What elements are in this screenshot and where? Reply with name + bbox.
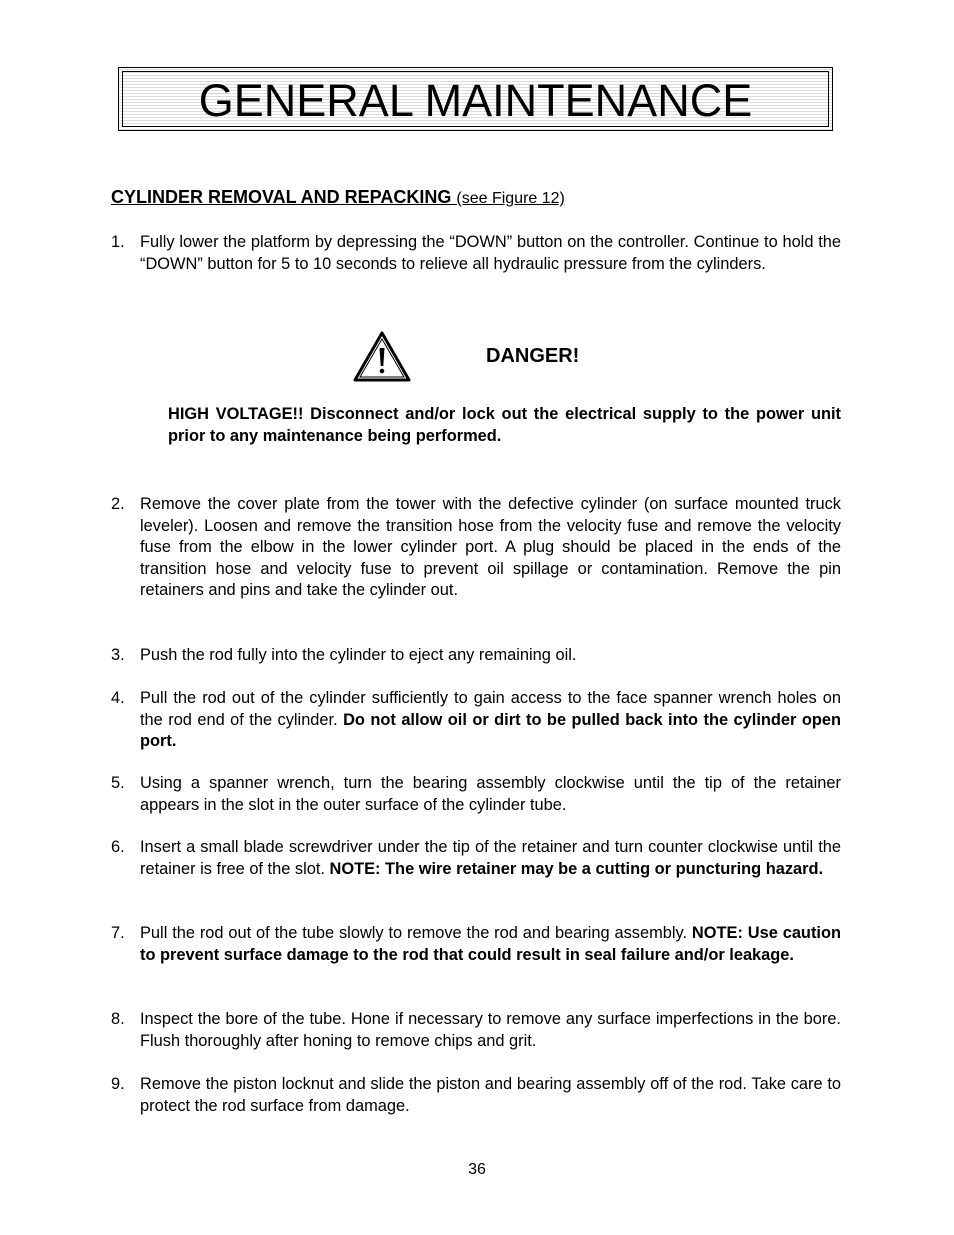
title-banner — [118, 67, 833, 131]
step-item — [111, 1074, 841, 1117]
step-number: 6. — [111, 838, 125, 856]
step-text: Remove the piston locknut and slide the piston and bearing assembly off of the rod. Take care to protect the rod surface from damage. — [140, 1075, 841, 1115]
step-number: 4. — [111, 689, 125, 707]
step-text: Fully lower the platform by depressing the “DOWN” button on the controller. Continue to hold the “DOWN” button for 5 to 10 seconds to relieve all hydraulic pressure from the cylinders. — [140, 233, 841, 273]
step-number: 1. — [111, 233, 125, 251]
step-body — [140, 1009, 841, 1052]
step-item — [111, 494, 841, 602]
step-body — [140, 923, 841, 966]
section-heading — [111, 187, 565, 208]
step-item — [111, 773, 841, 816]
step-body — [140, 494, 841, 602]
step-body — [140, 837, 841, 880]
page-title: GENERAL MAINTENANCE — [198, 74, 753, 126]
step-bold-note: NOTE: Use caution to prevent surface damage to the rod that could result in seal failure and/or leakage. — [140, 924, 841, 964]
step-number: 3. — [111, 646, 125, 664]
step-text: Insert a small blade screwdriver under the tip of the retainer and turn counter clockwise until the retainer is free of the slot. — [140, 838, 841, 878]
step-text: Pull the rod out of the tube slowly to remove the rod and bearing assembly. — [140, 924, 692, 942]
step-bold-note: Do not allow oil or dirt to be pulled back into the cylinder open port. — [140, 710, 841, 751]
step-item — [111, 923, 841, 966]
step-text: Using a spanner wrench, turn the bearing assembly clockwise until the tip of the retainer appears in the slot in the outer surface of the cylinder tube. — [140, 774, 841, 814]
warning-triangle-icon — [353, 331, 411, 382]
step-item — [111, 688, 841, 753]
step-item — [111, 232, 841, 275]
step-number: 5. — [111, 774, 125, 792]
step-number: 8. — [111, 1010, 125, 1028]
step-text: Remove the cover plate from the tower with the defective cylinder (on surface mounted truck leveler). Loosen and remove the transition hose from the velocity fuse and remove the velocity fuse from the elbow in the lower cylinder port. A plug should be placed in the ends of the transition hose and velocity fuse to prevent oil spillage or contamination. Remove the pin retainers and pins and take the cylinder out. — [140, 495, 841, 600]
step-number: 7. — [111, 924, 125, 942]
step-text: Inspect the bore of the tube. Hone if necessary to remove any surface imperfections in the bore. Flush thoroughly after honing to remove chips and grit. — [140, 1010, 841, 1050]
step-number: 2. — [111, 495, 125, 513]
page-number: 36 — [468, 1161, 486, 1178]
step-item — [111, 645, 841, 667]
title-banner-inner — [122, 71, 829, 127]
step-item — [111, 837, 841, 880]
step-body — [140, 645, 841, 667]
step-body — [140, 232, 841, 275]
step-body — [140, 688, 841, 753]
step-item — [111, 1009, 841, 1052]
danger-label: DANGER! — [486, 345, 580, 367]
figure-reference: (see Figure 12) — [456, 190, 565, 207]
step-bold-note: NOTE: The wire retainer may be a cutting or puncturing hazard. — [329, 859, 824, 878]
section-heading-text: CYLINDER REMOVAL AND REPACKING — [111, 187, 452, 207]
step-body — [140, 773, 841, 816]
danger-warning-text: HIGH VOLTAGE!! Disconnect and/or lock out the electrical supply to the power unit prior to any maintenance being performed. — [168, 405, 841, 445]
step-body — [140, 1074, 841, 1117]
step-text: Push the rod fully into the cylinder to eject any remaining oil. — [140, 646, 577, 664]
step-text: Pull the rod out of the cylinder sufficiently to gain access to the face spanner wrench holes on the rod end of the cylinder. — [140, 689, 841, 729]
step-number: 9. — [111, 1075, 125, 1093]
